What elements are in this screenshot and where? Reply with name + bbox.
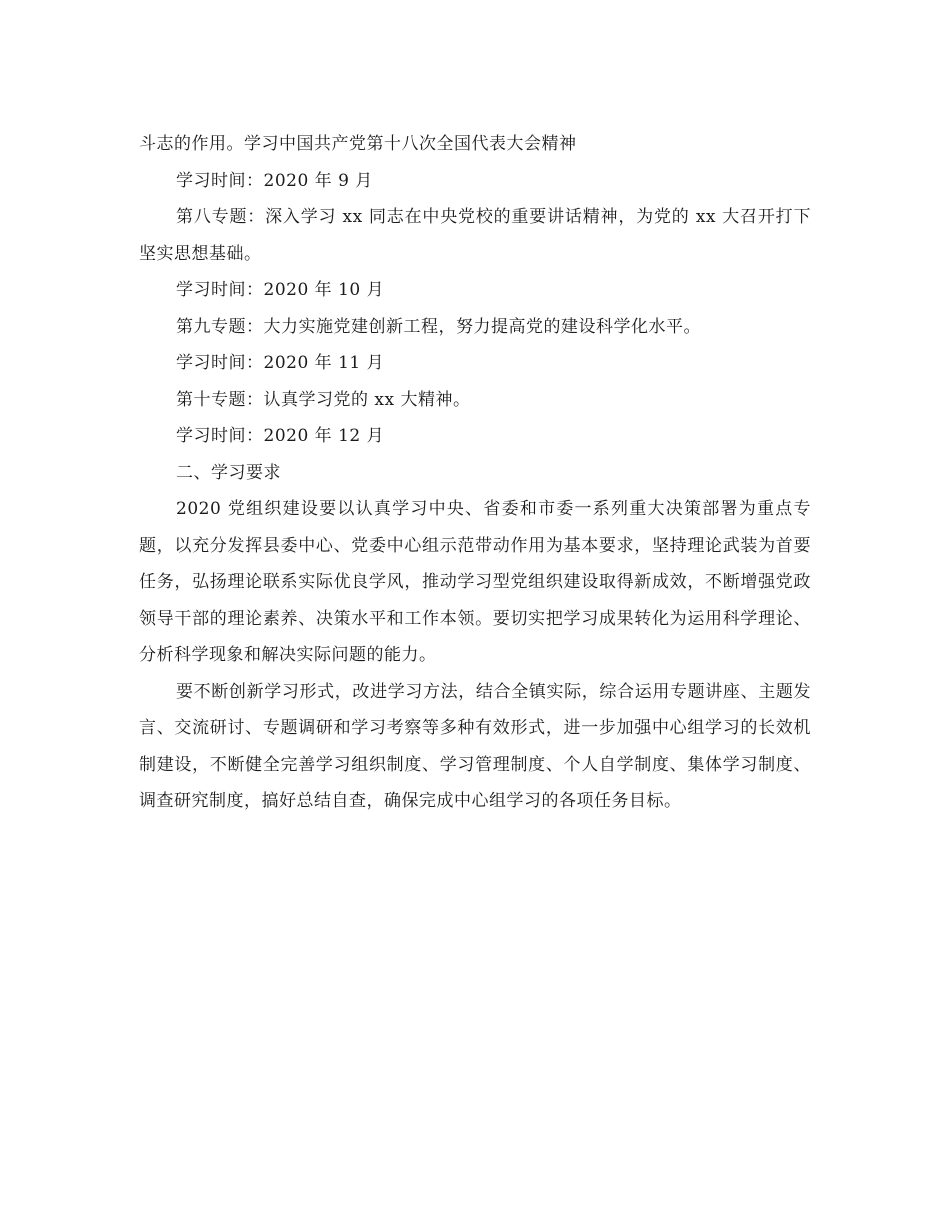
paragraph-topic-ten: 第十专题：认真学习党的 xx 大精神。: [176, 389, 471, 410]
section-heading-requirements: 二、学习要求: [176, 462, 281, 483]
document-body: [139, 126, 811, 820]
paragraph-study-time-sep: 学习时间：2020 年 9 月: [176, 170, 373, 191]
paragraph-topic-eight: 第八专题：深入学习 xx 同志在中央党校的重要讲话精神，为党的 xx 大召开打下坚实思想基础。: [139, 207, 811, 264]
paragraph-requirements-methods: 要不断创新学习形式，改进学习方法，结合全镇实际，综合运用专题讲座、主题发言、交流研讨、专题调研和学习考察等多种有效形式，进一步加强中心组学习的长效机制建设，不断健全完善学习组织制度、学习管理制度、个人自学制度、集体学习制度、调查研究制度，搞好总结自查，确保完成中心组学习的各项任务目标。: [139, 681, 811, 811]
paragraph-requirements-main: 2020 党组织建设要以认真学习中央、省委和市委一系列重大决策部署为重点专题，以充分发挥县委中心、党委中心组示范带动作用为基本要求，坚持理论武装为首要任务，弘扬理论联系实际优良学风，推动学习型党组织建设取得新成效，不断增强党政领导干部的理论素养、决策水平和工作本领。要切实把学习成果转化为运用科学理论、分析科学现象和解决实际问题的能力。: [139, 499, 811, 665]
paragraph-study-time-oct: 学习时间：2020 年 10 月: [176, 280, 385, 300]
paragraph-topic-nine: 第九专题：大力实施党建创新工程，努力提高党的建设科学化水平。: [176, 316, 701, 337]
paragraph-study-time-dec: 学习时间：2020 年 12 月: [176, 426, 385, 446]
paragraph-continuation: 斗志的作用。学习中国共产党第十八次全国代表大会精神: [139, 134, 577, 154]
paragraph-study-time-nov: 学习时间：2020 年 11 月: [176, 353, 385, 373]
